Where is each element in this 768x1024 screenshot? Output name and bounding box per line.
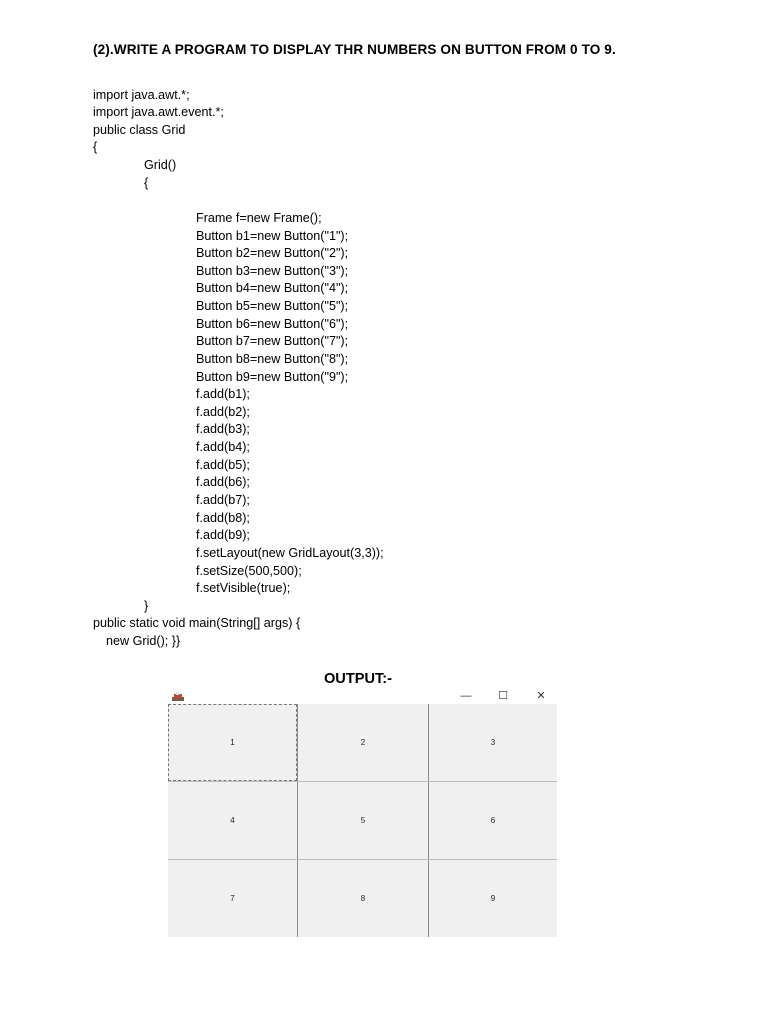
code-line: { — [144, 176, 149, 190]
grid-divider — [168, 781, 557, 782]
maximize-icon[interactable]: ☐ — [498, 690, 508, 702]
grid-divider — [297, 704, 298, 937]
code-line: Button b6=new Button("6"); — [196, 317, 349, 331]
grid-divider — [168, 859, 557, 860]
code-line: public class Grid — [93, 123, 186, 137]
code-line: f.add(b5); — [196, 458, 250, 472]
code-line: f.add(b8); — [196, 511, 250, 525]
code-line: { — [93, 140, 98, 154]
code-line: f.add(b6); — [196, 475, 250, 489]
grid-button-5[interactable]: 5 — [298, 782, 428, 859]
code-line: Button b1=new Button("1"); — [196, 229, 349, 243]
code-line: f.add(b7); — [196, 493, 250, 507]
button-grid — [168, 704, 557, 937]
grid-button-2[interactable]: 2 — [298, 704, 428, 781]
code-line: Button b4=new Button("4"); — [196, 281, 349, 295]
code-line: new Grid(); }} — [106, 634, 181, 648]
code-line: } — [144, 599, 149, 613]
code-line: f.add(b4); — [196, 440, 250, 454]
window-titlebar[interactable] — [168, 690, 557, 704]
code-line: Button b3=new Button("3"); — [196, 264, 349, 278]
code-line: import java.awt.*; — [93, 88, 190, 102]
java-app-icon — [171, 692, 185, 702]
code-line: f.add(b1); — [196, 387, 250, 401]
grid-button-1[interactable]: 1 — [168, 704, 297, 781]
minimize-icon[interactable]: — — [460, 690, 472, 702]
code-line: f.add(b9); — [196, 528, 250, 542]
code-line: Frame f=new Frame(); — [196, 211, 322, 225]
code-line: f.add(b3); — [196, 422, 250, 436]
grid-button-8[interactable]: 8 — [298, 860, 428, 937]
code-line: f.setSize(500,500); — [196, 564, 302, 578]
code-line: public static void main(String[] args) { — [93, 616, 301, 630]
code-line: Grid() — [144, 158, 177, 172]
grid-button-6[interactable]: 6 — [429, 782, 557, 859]
output-title: OUTPUT:- — [323, 671, 393, 687]
code-line: Button b7=new Button("7"); — [196, 334, 349, 348]
code-line: f.setVisible(true); — [196, 581, 291, 595]
code-line: Button b2=new Button("2"); — [196, 246, 349, 260]
code-line: import java.awt.event.*; — [93, 105, 224, 119]
grid-divider — [428, 704, 429, 937]
grid-button-9[interactable]: 9 — [429, 860, 557, 937]
grid-button-3[interactable]: 3 — [429, 704, 557, 781]
code-line: Button b5=new Button("5"); — [196, 299, 349, 313]
grid-button-4[interactable]: 4 — [168, 782, 297, 859]
page-heading: (2).WRITE A PROGRAM TO DISPLAY THR NUMBERS ON BUTTON FROM 0 TO 9. — [93, 42, 616, 57]
code-line: Button b8=new Button("8"); — [196, 352, 349, 366]
grid-button-7[interactable]: 7 — [168, 860, 297, 937]
code-line: f.add(b2); — [196, 405, 250, 419]
code-line: Button b9=new Button("9"); — [196, 370, 349, 384]
awt-frame-window — [168, 690, 557, 937]
close-icon[interactable]: ✕ — [536, 690, 546, 702]
code-line: f.setLayout(new GridLayout(3,3)); — [196, 546, 384, 560]
